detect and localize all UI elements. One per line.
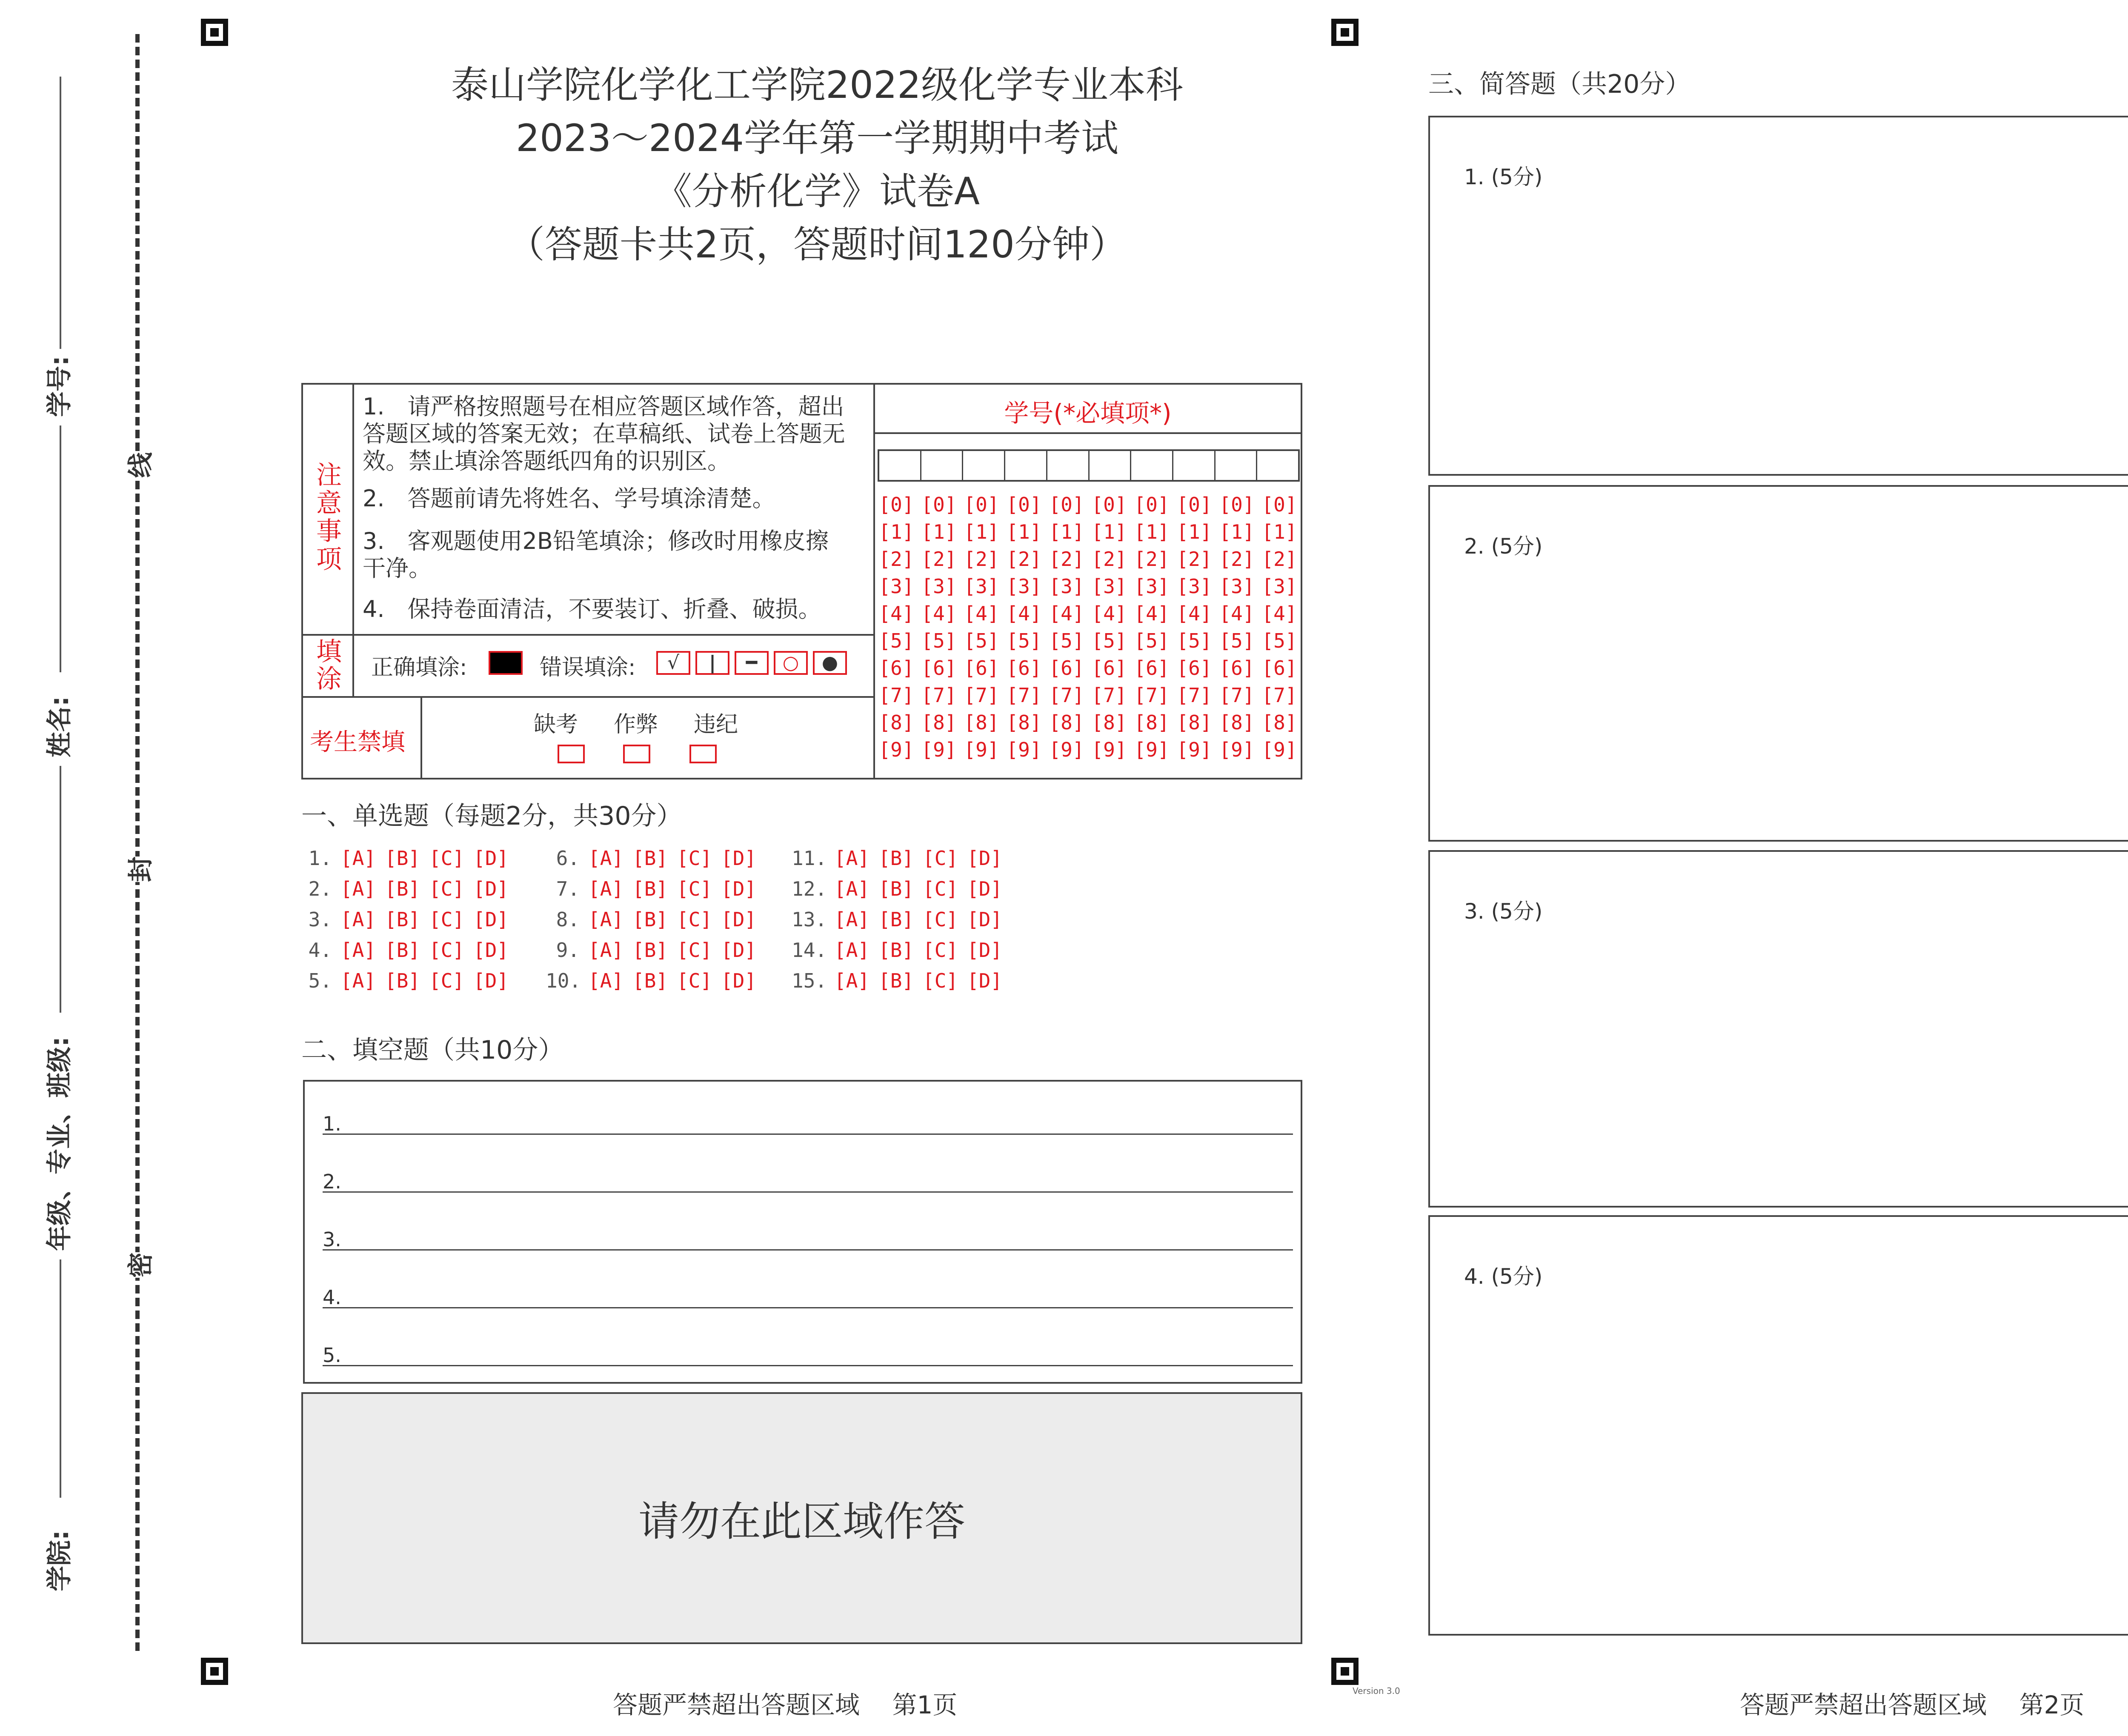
question-number: 13. [792,908,827,931]
corner-marker-bottom-left [201,1658,228,1685]
question-number: 9. [556,939,580,962]
short-answer-label-4: 4. (5分) [1464,1264,1543,1289]
id-bubble[interactable]: [8] [1091,711,1127,734]
id-bubble[interactable]: [0] [1219,493,1255,516]
id-bubble[interactable]: [3] [878,575,914,598]
id-bubble[interactable]: [0] [1176,493,1212,516]
corner-marker-top-middle [1331,19,1359,46]
id-bubble[interactable]: [6] [878,657,914,680]
question-number: 2. [308,877,332,900]
wrong-mark-dash: ━ [735,651,769,675]
question-row-3 [298,908,518,939]
question-number: 14. [792,939,827,962]
id-bubble[interactable]: [8] [1219,711,1255,734]
id-bubble[interactable]: [4] [921,602,957,625]
option-bubble[interactable]: [A] [834,908,870,931]
forbidden-cheat-label: 作弊 [614,712,658,737]
question-number: 4. [308,939,332,962]
id-bubble[interactable]: [3] [1261,575,1297,598]
option-bubble[interactable]: [B] [385,939,420,962]
id-bubble[interactable]: [4] [878,602,914,625]
id-bubble[interactable]: [9] [1261,738,1297,761]
option-bubble[interactable]: [D] [721,877,757,900]
id-bubble[interactable]: [8] [1134,711,1170,734]
id-box-8[interactable] [1173,451,1216,480]
id-bubble[interactable]: [4] [1006,602,1042,625]
seal-xian: 线 [120,452,157,478]
fill-blank-line-1[interactable]: 1. [323,1112,1293,1135]
question-row-1 [298,847,518,877]
option-bubble[interactable]: [D] [967,877,1003,900]
id-bubble[interactable]: [3] [1219,575,1255,598]
option-bubble[interactable]: [B] [878,939,914,962]
question-number: 5. [308,969,332,992]
id-bubble[interactable]: [9] [1049,738,1084,761]
option-bubble[interactable]: [C] [429,969,465,992]
option-bubble[interactable]: [B] [385,969,420,992]
question-number: 7. [556,877,580,900]
id-bubble[interactable]: [5] [1049,629,1084,652]
option-bubble[interactable]: [D] [721,908,757,931]
forbidden-absent-label: 缺考 [534,712,578,737]
notice-item-1: 1. 请严格按照题号在相应答题区域作答，超出答题区域的答案无效；在草稿纸、试卷上答题无效。禁止填涂答题纸四角的识别区。 [363,393,845,474]
id-bubble[interactable]: [4] [1261,602,1297,625]
question-number: 1. [308,847,332,870]
id-bubble[interactable]: [8] [1006,711,1042,734]
question-row-14 [792,939,1011,969]
id-bubble[interactable]: [8] [878,711,914,734]
corner-marker-bottom-middle [1331,1658,1359,1685]
option-bubble[interactable]: [C] [923,908,958,931]
id-bubble[interactable]: [1] [1091,520,1127,543]
short-answer-label-1: 1. (5分) [1464,165,1543,189]
seal-feng: 封 [120,857,157,882]
id-bubble[interactable]: [6] [1091,657,1127,680]
id-digit-column-6 [1088,491,1130,763]
option-bubble[interactable]: [A] [588,939,624,962]
id-bubble[interactable]: [4] [964,602,999,625]
id-bubble[interactable]: [0] [1006,493,1042,516]
id-bubble[interactable]: [4] [1049,602,1084,625]
id-bubble[interactable]: [9] [921,738,957,761]
option-bubble[interactable]: [C] [677,847,712,870]
id-bubble[interactable]: [9] [1006,738,1042,761]
id-digit-column-10 [1258,491,1301,763]
xingming-label: 姓名: [45,696,74,757]
notice-item-3: 3. 客观题使用2B铅笔填涂；修改时用橡皮擦干净。 [363,528,829,582]
id-digit-column-3 [960,491,1003,763]
wrong-mark-circle: ○ [774,651,808,675]
option-bubble[interactable]: [D] [967,847,1003,870]
id-bubble[interactable]: [3] [1006,575,1042,598]
fill-blank-line-3[interactable]: 3. [323,1228,1293,1251]
id-bubble[interactable]: [0] [1049,493,1084,516]
id-digit-column-9 [1216,491,1258,763]
id-bubble[interactable]: [0] [921,493,957,516]
id-bubble[interactable]: [7] [1134,684,1170,707]
id-box-2[interactable] [921,451,964,480]
id-digit-column-4 [1003,491,1045,763]
option-bubble[interactable]: [A] [340,877,376,900]
option-bubble[interactable]: [B] [632,877,668,900]
id-bubble[interactable]: [5] [1219,629,1255,652]
short-answer-label-2: 2. (5分) [1464,534,1543,559]
id-box-7[interactable] [1131,451,1173,480]
option-bubble[interactable]: [C] [429,877,465,900]
option-bubble[interactable]: [D] [473,969,509,992]
id-bubble[interactable]: [6] [1049,657,1084,680]
id-bubble[interactable]: [1] [1261,520,1297,543]
forbidden-absent-box [558,745,585,763]
option-bubble[interactable]: [C] [677,877,712,900]
id-bubble[interactable]: [9] [1091,738,1127,761]
id-digit-column-5 [1045,491,1088,763]
id-bubble[interactable]: [1] [1006,520,1042,543]
question-row-10 [546,969,765,1000]
id-bubble[interactable]: [2] [1176,548,1212,571]
corner-marker-top-left [201,19,228,46]
id-bubble[interactable]: [8] [1261,711,1297,734]
id-bubble[interactable]: [7] [921,684,957,707]
id-bubble[interactable]: [8] [1049,711,1084,734]
option-bubble[interactable]: [D] [473,877,509,900]
id-bubble[interactable]: [7] [878,684,914,707]
fill-wrong-samples [656,651,847,675]
id-bubble[interactable]: [7] [1219,684,1255,707]
id-bubble[interactable]: [2] [1006,548,1042,571]
option-bubble[interactable]: [D] [473,847,509,870]
fill-correct-label: 正确填涂: [371,655,467,680]
short-answer-box-1[interactable] [1428,116,2128,476]
section1-title: 一、单选题（每题2分，共30分） [301,801,682,831]
short-answer-box-2[interactable] [1428,485,2128,842]
option-bubble[interactable]: [C] [923,847,958,870]
question-number: 12. [792,877,827,900]
xueyuan-label: 学院: [45,1530,74,1591]
exam-title-line3: 《分析化学》试卷A [654,169,980,213]
id-bubble[interactable]: [1] [921,520,957,543]
id-bubble[interactable]: [5] [1006,629,1042,652]
option-bubble[interactable]: [C] [677,939,712,962]
option-bubble[interactable]: [B] [632,847,668,870]
question-number: 6. [556,847,580,870]
id-bubble[interactable]: [0] [1261,493,1297,516]
section2-title: 二、填空题（共10分） [301,1035,564,1065]
fill-correct-sample [489,651,523,675]
forbidden-cheat-box [623,745,650,763]
id-bubble[interactable]: [2] [878,548,914,571]
id-bubble[interactable]: [8] [921,711,957,734]
option-bubble[interactable]: [D] [967,939,1003,962]
id-digit-column-2 [918,491,960,763]
question-row-4 [298,939,518,969]
option-bubble[interactable]: [C] [429,939,465,962]
option-bubble[interactable]: [C] [429,847,465,870]
option-bubble[interactable]: [B] [878,847,914,870]
question-row-2 [298,877,518,908]
id-box-5[interactable] [1047,451,1090,480]
option-bubble[interactable]: [C] [923,877,958,900]
id-bubble[interactable]: [6] [1134,657,1170,680]
id-digit-column-1 [875,491,918,763]
id-bubble[interactable]: [3] [921,575,957,598]
section3-title: 三、简答题（共20分） [1428,69,1691,99]
option-bubble[interactable]: [B] [878,969,914,992]
id-bubble[interactable]: [6] [964,657,999,680]
student-id-bubble-grid [875,491,1301,772]
option-bubble[interactable]: [B] [632,969,668,992]
id-bubble[interactable]: [6] [1176,657,1212,680]
footer-page1: 答题严禁超出答题区域 第1页 [613,1690,958,1719]
id-bubble[interactable]: [8] [1176,711,1212,734]
option-bubble[interactable]: [A] [834,969,870,992]
id-bubble[interactable]: [7] [1006,684,1042,707]
version-label: Version 3.0 [1353,1686,1400,1696]
option-bubble[interactable]: [B] [385,847,420,870]
id-bubble[interactable]: [5] [1261,629,1297,652]
option-bubble[interactable]: [A] [340,939,376,962]
id-bubble[interactable]: [5] [1134,629,1170,652]
wrong-mark-check: √ [656,651,690,675]
question-row-15 [792,969,1011,1000]
option-bubble[interactable]: [D] [473,939,509,962]
exam-title-line1: 泰山学院化学化工学院2022级化学专业本科 [451,63,1183,107]
option-bubble[interactable]: [A] [340,969,376,992]
question-row-13 [792,908,1011,939]
id-bubble[interactable]: [3] [1091,575,1127,598]
id-box-10[interactable] [1257,451,1298,480]
id-bubble[interactable]: [1] [878,520,914,543]
option-bubble[interactable]: [A] [340,908,376,931]
option-bubble[interactable]: [A] [340,847,376,870]
option-bubble[interactable]: [A] [834,939,870,962]
option-bubble[interactable]: [D] [967,908,1003,931]
id-bubble[interactable]: [7] [1049,684,1084,707]
option-bubble[interactable]: [D] [721,847,757,870]
option-bubble[interactable]: [D] [721,939,757,962]
option-bubble[interactable]: [B] [385,877,420,900]
question-row-11 [792,847,1011,877]
id-bubble[interactable]: [1] [1176,520,1212,543]
xuehao-label: 学号: [45,356,74,417]
notice-item-2: 2. 答题前请先将姓名、学号填涂清楚。 [363,485,775,512]
fill-blank-line-5[interactable]: 5. [323,1344,1293,1366]
fill-blank-line-2[interactable]: 2. [323,1170,1293,1193]
question-number: 10. [546,969,581,992]
id-bubble[interactable]: [6] [921,657,957,680]
id-bubble[interactable]: [5] [878,629,914,652]
question-row-12 [792,877,1011,908]
id-box-1[interactable] [879,451,921,480]
option-bubble[interactable]: [B] [878,877,914,900]
id-bubble[interactable]: [1] [964,520,999,543]
nianji-label: 年级、专业、班级: [45,1036,74,1251]
id-bubble[interactable]: [2] [1261,548,1297,571]
id-bubble[interactable]: [2] [1049,548,1084,571]
footer-page2: 答题严禁超出答题区域 第2页 [1740,1690,2085,1719]
id-bubble[interactable]: [9] [1176,738,1212,761]
id-digit-column-8 [1173,491,1216,763]
id-bubble[interactable]: [0] [964,493,999,516]
short-answer-box-4[interactable] [1428,1215,2128,1636]
student-id-title: 学号(*必填项*) [1004,399,1172,428]
forbidden-label: 考生禁填 [310,728,405,756]
id-bubble[interactable]: [2] [921,548,957,571]
id-bubble[interactable]: [8] [964,711,999,734]
question-row-5 [298,969,518,1000]
option-bubble[interactable]: [D] [967,969,1003,992]
info-block [301,383,1302,779]
forbidden-violation-box [689,745,717,763]
notice-label: 注 意 事 项 [316,460,342,574]
question-row-8 [546,908,765,939]
option-bubble[interactable]: [C] [923,939,958,962]
question-row-7 [546,877,765,908]
fill-wrong-label: 错误填涂: [540,655,636,680]
option-bubble[interactable]: [C] [429,908,465,931]
id-bubble[interactable]: [2] [1134,548,1170,571]
id-bubble[interactable]: [1] [1049,520,1084,543]
short-answer-label-3: 3. (5分) [1464,899,1543,924]
option-bubble[interactable]: [B] [385,908,420,931]
id-bubble[interactable]: [3] [1134,575,1170,598]
id-box-3[interactable] [963,451,1005,480]
option-bubble[interactable]: [A] [588,908,624,931]
question-row-6 [546,847,765,877]
option-bubble[interactable]: [D] [721,969,757,992]
option-bubble[interactable]: [C] [923,969,958,992]
exam-title-line4: （答题卡共2页，答题时间120分钟） [507,223,1127,266]
id-bubble[interactable]: [0] [1091,493,1127,516]
id-bubble[interactable]: [2] [1091,548,1127,571]
id-box-6[interactable] [1090,451,1132,480]
id-bubble[interactable]: [9] [1219,738,1255,761]
option-bubble[interactable]: [B] [878,908,914,931]
id-bubble[interactable]: [1] [1134,520,1170,543]
option-bubble[interactable]: [A] [588,877,624,900]
wrong-mark-dot: ● [813,651,847,675]
id-bubble[interactable]: [6] [1219,657,1255,680]
question-number: 11. [792,847,827,870]
id-bubble[interactable]: [4] [1219,602,1255,625]
wrong-mark-bar: | [695,651,729,675]
id-bubble[interactable]: [7] [964,684,999,707]
option-bubble[interactable]: [A] [588,847,624,870]
id-bubble[interactable]: [2] [964,548,999,571]
option-bubble[interactable]: [C] [677,908,712,931]
id-bubble[interactable]: [5] [964,629,999,652]
id-bubble[interactable]: [7] [1091,684,1127,707]
question-number: 15. [792,969,827,992]
question-row-9 [546,939,765,969]
id-bubble[interactable]: [7] [1176,684,1212,707]
option-bubble[interactable]: [B] [632,908,668,931]
option-bubble[interactable]: [C] [677,969,712,992]
student-id-write-boxes[interactable] [878,449,1300,482]
id-bubble[interactable]: [3] [1049,575,1084,598]
id-box-9[interactable] [1216,451,1258,480]
no-answer-text: 请勿在此区域作答 [638,1497,965,1545]
id-bubble[interactable]: [6] [1006,657,1042,680]
cut-line [135,34,144,1651]
forbidden-violation-label: 违纪 [694,712,738,737]
id-box-4[interactable] [1005,451,1047,480]
id-bubble[interactable]: [4] [1134,602,1170,625]
id-bubble[interactable]: [3] [964,575,999,598]
id-bubble[interactable]: [5] [1176,629,1212,652]
id-bubble[interactable]: [1] [1219,520,1255,543]
option-bubble[interactable]: [A] [834,877,870,900]
notice-item-4: 4. 保持卷面清洁，不要装订、折叠、破损。 [363,596,821,622]
question-number: 8. [556,908,580,931]
option-bubble[interactable]: [A] [834,847,870,870]
id-bubble[interactable]: [0] [1134,493,1170,516]
id-bubble[interactable]: [2] [1219,548,1255,571]
question-number: 3. [308,908,332,931]
id-bubble[interactable]: [4] [1091,602,1127,625]
id-bubble[interactable]: [4] [1176,602,1212,625]
fill-label: 填 涂 [316,637,342,694]
seal-mi: 密 [120,1252,157,1278]
no-answer-zone [301,1392,1302,1644]
option-bubble[interactable]: [D] [473,908,509,931]
short-answer-box-3[interactable] [1428,850,2128,1208]
id-bubble[interactable]: [6] [1261,657,1297,680]
id-bubble[interactable]: [5] [921,629,957,652]
exam-title-line2: 2023～2024学年第一学期期中考试 [516,116,1118,160]
id-bubble[interactable]: [5] [1091,629,1127,652]
id-bubble[interactable]: [0] [878,493,914,516]
option-bubble[interactable]: [A] [588,969,624,992]
id-bubble[interactable]: [3] [1176,575,1212,598]
id-bubble[interactable]: [7] [1261,684,1297,707]
fill-blank-line-4[interactable]: 4. [323,1286,1293,1308]
id-bubble[interactable]: [9] [878,738,914,761]
id-bubble[interactable]: [9] [964,738,999,761]
id-digit-column-7 [1130,491,1173,763]
id-bubble[interactable]: [9] [1134,738,1170,761]
option-bubble[interactable]: [B] [632,939,668,962]
